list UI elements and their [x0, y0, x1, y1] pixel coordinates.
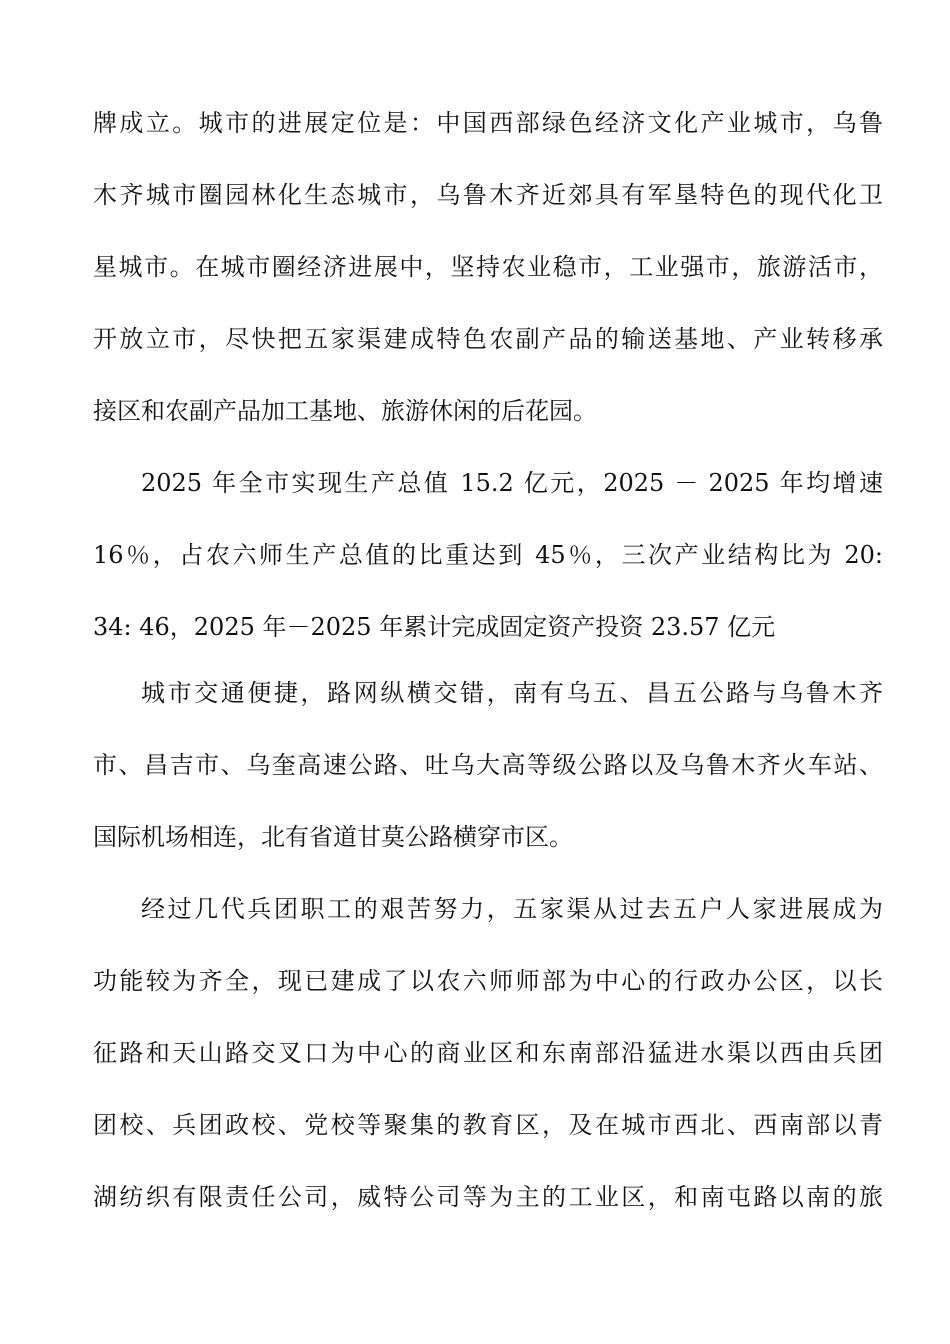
text-line: 星城市。在城市圈经济进展中，坚持农业稳市，工业强市，旅游活市，: [93, 253, 883, 281]
text-line: 34: 46，2025 年－2025 年累计完成固定资产投资 23.57 亿元: [93, 613, 776, 641]
text-line: 牌成立。城市的进展定位是：中国西部绿色经济文化产业城市，乌鲁: [93, 109, 883, 137]
text-line: 木齐城市圈园林化生态城市，乌鲁木齐近郊具有军垦特色的现代化卫: [93, 181, 883, 209]
text-line: 接区和农副产品加工基地、旅游休闲的后花园。: [93, 397, 597, 425]
text-line: 功能较为齐全，现已建成了以农六师师部为中心的行政办公区，以长: [93, 967, 883, 995]
text-line: 16％，占农六师生产总值的比重达到 45％，三次产业结构比为 20:: [93, 541, 883, 569]
text-line: 湖纺织有限责任公司，威特公司等为主的工业区，和南屯路以南的旅: [93, 1183, 883, 1211]
text-line: 城市交通便捷，路网纵横交错，南有乌五、昌五公路与乌鲁木齐: [141, 679, 883, 707]
text-line: 经过几代兵团职工的艰苦努力，五家渠从过去五户人家进展成为: [141, 895, 883, 923]
text-line: 团校、兵团政校、党校等聚集的教育区，及在城市西北、西南部以青: [93, 1111, 883, 1139]
text-line: 2025 年全市实现生产总值 15.2 亿元，2025 － 2025 年均增速: [141, 469, 883, 497]
text-line: 市、昌吉市、乌奎高速公路、吐乌大高等级公路以及乌鲁木齐火车站、: [93, 751, 883, 779]
text-line: 征路和天山路交叉口为中心的商业区和东南部沿猛进水渠以西由兵团: [93, 1039, 883, 1067]
text-line: 开放立市，尽快把五家渠建成特色农副产品的输送基地、产业转移承: [93, 325, 883, 353]
text-line: 国际机场相连，北有省道甘莫公路横穿市区。: [93, 823, 573, 851]
